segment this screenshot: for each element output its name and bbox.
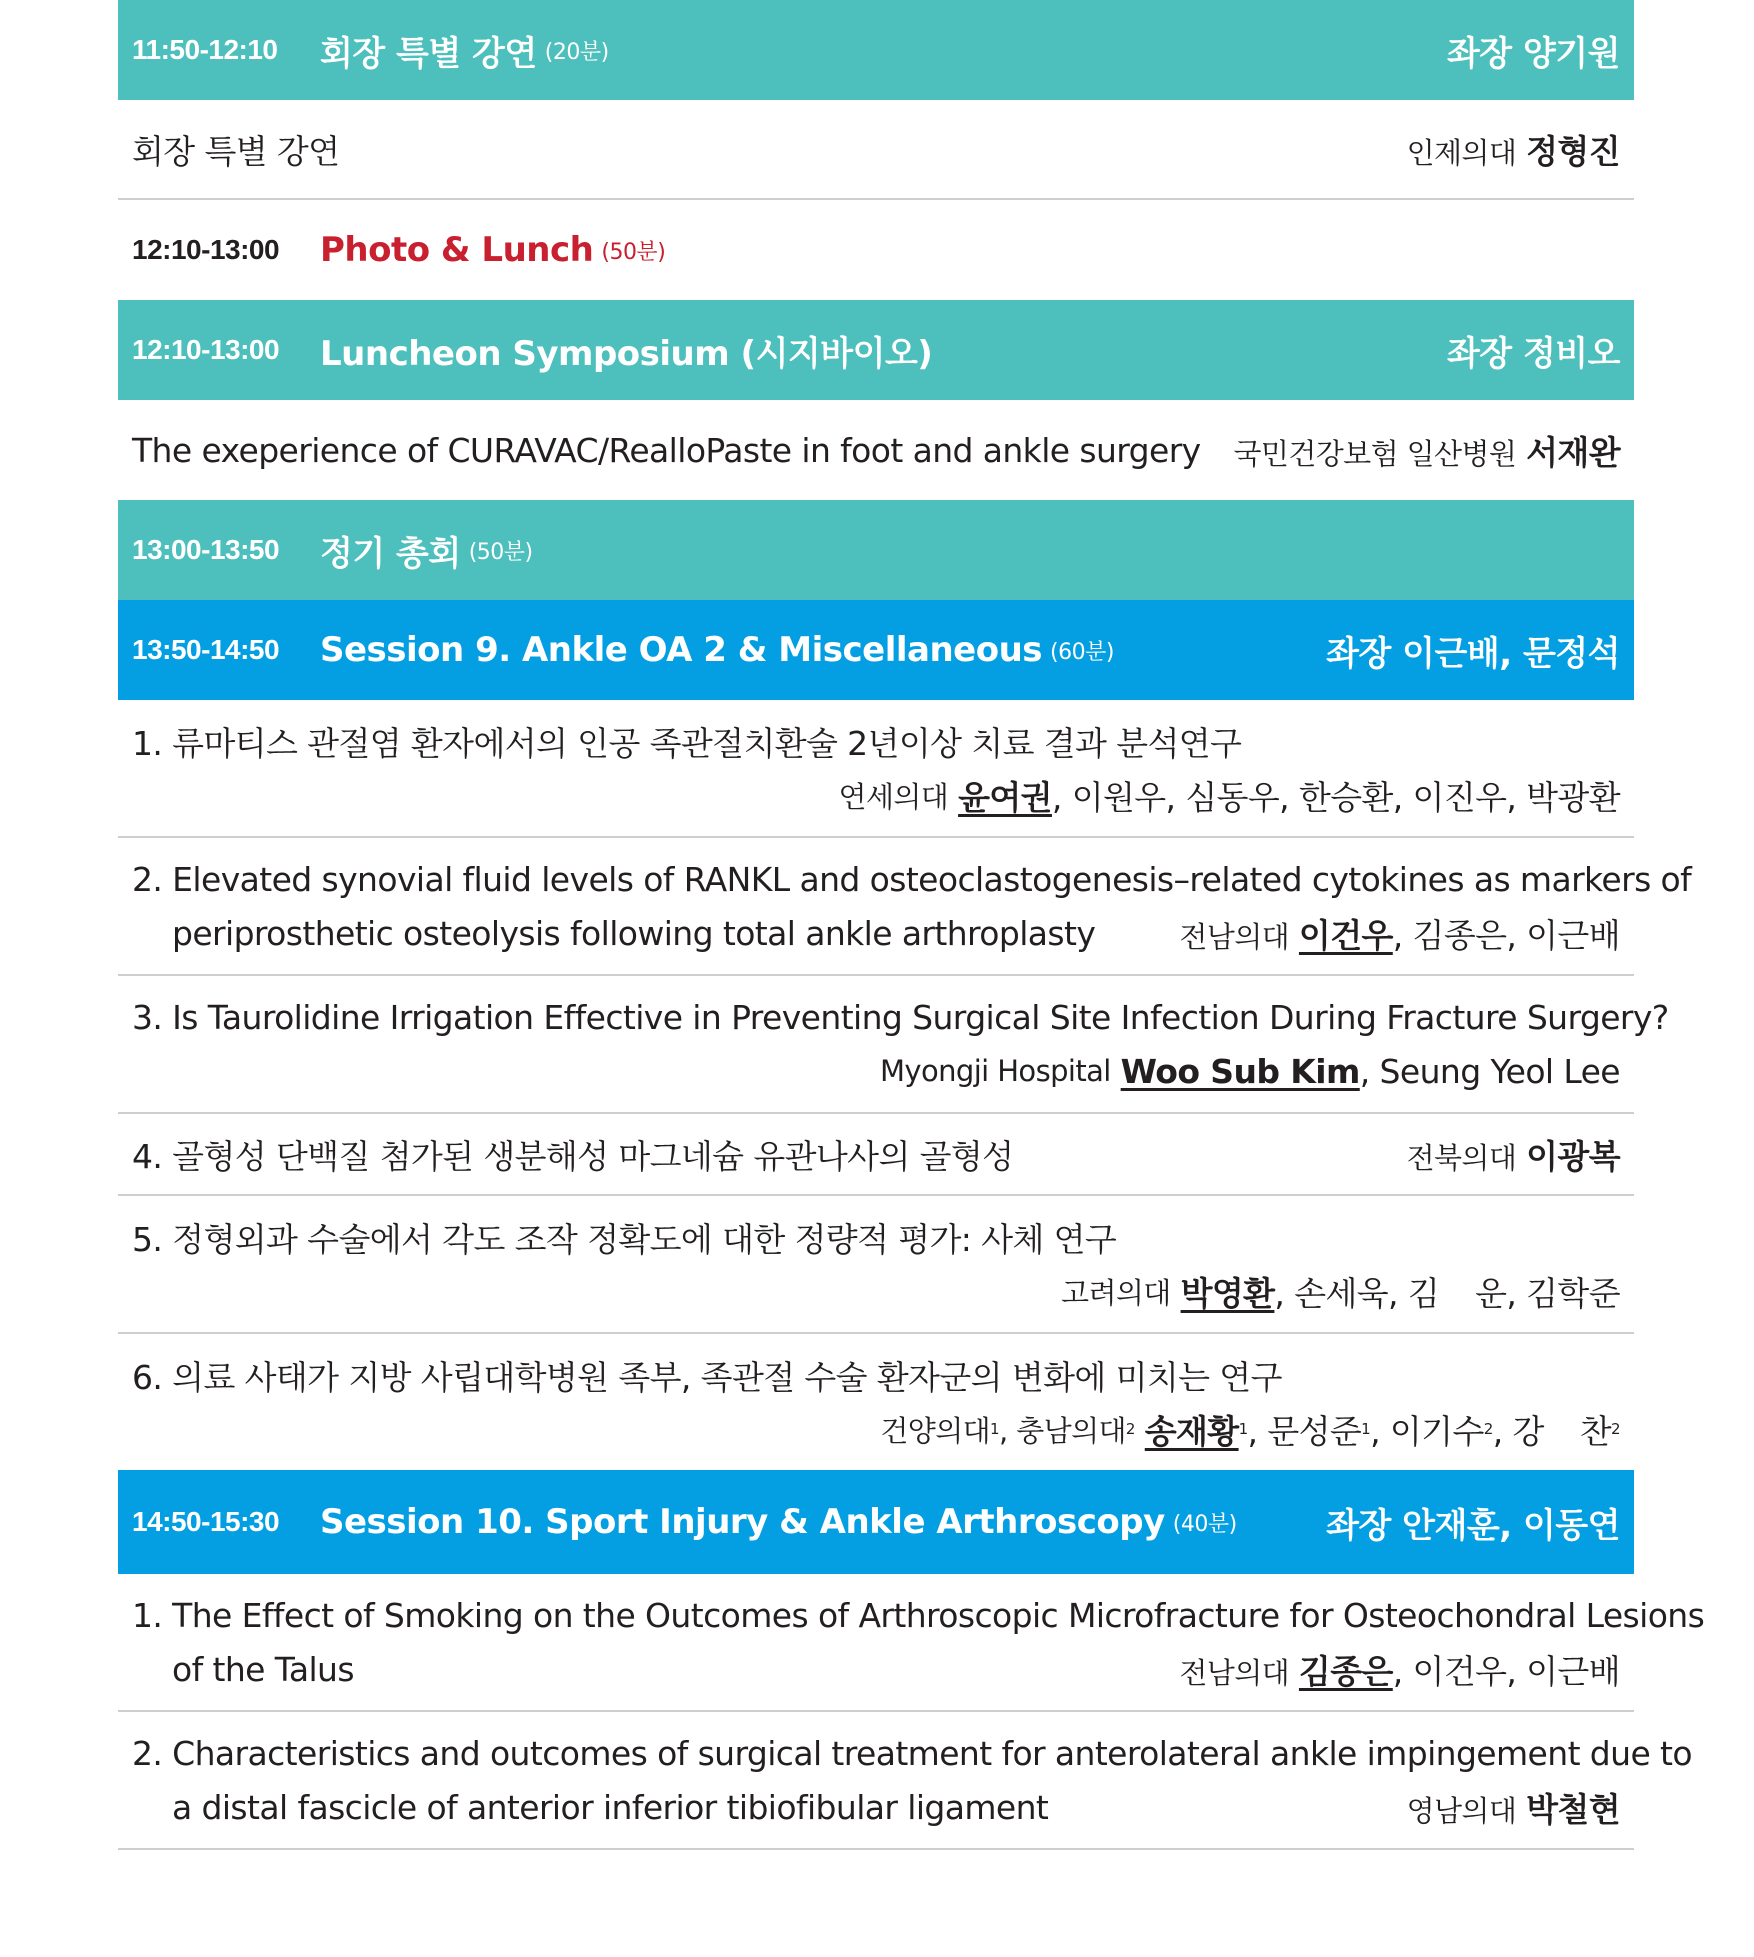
- session-header-session-10: [118, 1470, 1634, 1574]
- talk-title-line2: of the Talus: [172, 1649, 354, 1689]
- talk-coauthor-continued: 찬: [1579, 1411, 1612, 1451]
- talk-presenter: 김종은: [1298, 1651, 1393, 1691]
- talk-row: [118, 1712, 1692, 1850]
- talk-speaker: 서재완: [1526, 432, 1620, 472]
- talk-coauthors: , 이원우, 심동우, 한승환, 이진우, 박광환: [1051, 777, 1620, 817]
- talk-affiliation: 전남의대: [1179, 1655, 1290, 1690]
- talk-title-continued: [132, 1780, 1620, 1834]
- session-header-luncheon-symposium: [118, 300, 1634, 400]
- talk-coauthors: , 손세욱, 김: [1274, 1273, 1440, 1313]
- affiliation-marker: 2: [1483, 1419, 1493, 1438]
- talk-coauthor: , 문성준: [1247, 1411, 1362, 1451]
- talk-row: [118, 976, 1669, 1114]
- session-duration: (60분): [1050, 639, 1114, 665]
- talk-coauthor: , 강: [1492, 1411, 1544, 1451]
- talk-authors: [132, 1264, 1620, 1318]
- talk-authors: [1407, 1784, 1620, 1831]
- talk-affiliation: 전북의대: [1406, 1140, 1517, 1175]
- session-chair: 좌장 이근배, 문정석: [1326, 633, 1620, 674]
- talk-affiliation: 인제의대: [1406, 135, 1517, 170]
- affiliation-marker: 2: [1611, 1419, 1620, 1438]
- talk-coauthors-continued: 운, 김학준: [1475, 1273, 1620, 1313]
- session-time: 13:00-13:50: [132, 534, 280, 565]
- talk-affiliation: 고려의대: [1061, 1275, 1171, 1310]
- talk-presenter: 이건우: [1298, 915, 1393, 955]
- session-time: 12:10-13:00: [132, 234, 280, 265]
- session-chair: 좌장 양기원: [1446, 33, 1620, 74]
- talk-coauthors: , Seung Yeol Lee: [1359, 1051, 1620, 1091]
- session-time: 12:10-13:00: [132, 334, 280, 365]
- session-chair: 좌장 정비오: [1446, 333, 1620, 374]
- affiliation-marker: 2: [1125, 1419, 1135, 1438]
- talk-affiliation: 영남의대: [1406, 1793, 1517, 1828]
- talk-coauthors: , 이건우, 이근배: [1392, 1651, 1620, 1691]
- talk-presenter: Woo Sub Kim: [1120, 1051, 1360, 1091]
- talk-title: 2. Characteristics and outcomes of surgical treatment for anterolateral ankle impingement due to: [132, 1733, 1692, 1773]
- session-header-president-lecture: [118, 0, 1634, 100]
- talk-title: 1. The Effect of Smoking on the Outcomes of Arthroscopic Microfracture for Osteochondral Lesions: [132, 1595, 1705, 1635]
- talk-title-continued: [132, 906, 1620, 960]
- talk-coauthor: , 이기수: [1370, 1411, 1484, 1451]
- talk-affiliation: 연세의대: [838, 779, 949, 814]
- talk-title: 2. Elevated synovial fluid levels of RANKL and osteoclastogenesis–related cytokines as markers of: [132, 859, 1692, 899]
- talk-presenter: 윤여권: [958, 777, 1052, 817]
- talk-title: 5. 정형외과 수술에서 각도 조작 정확도에 대한 정량적 평가: 사체 연구: [132, 1219, 1117, 1259]
- talk-presenter: 박철현: [1526, 1789, 1620, 1829]
- session-header-session-9: [118, 600, 1634, 700]
- affiliation-marker: 1: [1361, 1419, 1371, 1438]
- session-duration: (50분): [468, 539, 533, 565]
- session-duration: (40분): [1172, 1511, 1237, 1537]
- session-title: Photo & Lunch: [320, 230, 594, 270]
- talk-presenter: 이광복: [1526, 1136, 1620, 1176]
- talk-affiliation: , 충남의대: [999, 1413, 1126, 1448]
- talk-speaker: 정형진: [1526, 131, 1620, 171]
- talk-authors: [1179, 1646, 1620, 1693]
- session-time: 11:50-12:10: [132, 34, 278, 65]
- session-title: Luncheon Symposium (시지바이오): [320, 333, 933, 374]
- talk-title: 1. 류마티스 관절염 환자에서의 인공 족관절치환술 2년이상 치료 결과 분석연구: [132, 723, 1242, 763]
- session-duration: (20분): [544, 39, 609, 65]
- talk-row: [118, 400, 1634, 500]
- talk-authors: [132, 768, 1620, 822]
- talk-row: [118, 838, 1692, 976]
- session-header-photo-lunch: [118, 200, 1634, 300]
- talk-title: 3. Is Taurolidine Irrigation Effective in Preventing Surgical Site Infection During Fracture Surgery?: [132, 997, 1669, 1037]
- session-duration: (50분): [601, 239, 666, 265]
- session-title: 회장 특별 강연: [320, 33, 537, 74]
- session-chair: 좌장 안재훈, 이동연: [1326, 1505, 1620, 1546]
- talk-title-line2: a distal fascicle of anterior inferior tibiofibular ligament: [172, 1787, 1049, 1827]
- talk-title: The exeperience of CURAVAC/RealloPaste in foot and ankle surgery: [132, 430, 1201, 470]
- talk-affiliation: 건양의대: [880, 1413, 991, 1448]
- session-time: 13:50-14:50: [132, 634, 280, 665]
- talk-title-continued: [132, 1642, 1620, 1696]
- talk-title: 4. 골형성 단백질 첨가된 생분해성 마그네슘 유관나사의 골형성: [132, 1136, 1014, 1176]
- talk-row: [118, 1574, 1705, 1712]
- talk-row: [118, 1196, 1634, 1334]
- talk-row: [118, 1114, 1634, 1196]
- talk-title: 회장 특별 강연: [132, 131, 340, 171]
- talk-authors: [132, 1044, 1620, 1098]
- talk-row: [118, 100, 1634, 200]
- talk-authors: [132, 1402, 1620, 1456]
- program-schedule: [118, 0, 1705, 1850]
- talk-coauthors: , 김종은, 이근배: [1392, 915, 1620, 955]
- talk-presenter: 송재황: [1144, 1411, 1239, 1451]
- session-title: Session 10. Sport Injury & Ankle Arthroscopy: [320, 1502, 1165, 1542]
- session-header-general-meeting: [118, 500, 1634, 600]
- affiliation-marker: 1: [1238, 1419, 1248, 1438]
- talk-title-line2: periprosthetic osteolysis following total ankle arthroplasty: [172, 913, 1096, 953]
- talk-affiliation: Myongji Hospital: [879, 1054, 1111, 1088]
- affiliation-marker: 1: [990, 1419, 999, 1438]
- talk-row: [118, 700, 1634, 838]
- talk-title: 6. 의료 사태가 지방 사립대학병원 족부, 족관절 수술 환자군의 변화에 미치는 연구: [132, 1357, 1282, 1397]
- talk-affiliation: 전남의대: [1179, 919, 1290, 954]
- talk-affiliation: 국민건강보험 일산병원: [1233, 436, 1517, 471]
- session-time: 14:50-15:30: [132, 1506, 280, 1537]
- talk-row: [118, 1334, 1634, 1470]
- session-title: 정기 총회: [320, 533, 461, 574]
- talk-presenter: 박영환: [1180, 1273, 1275, 1313]
- talk-authors: [1179, 910, 1620, 957]
- session-title: Session 9. Ankle OA 2 & Miscellaneous: [320, 630, 1043, 670]
